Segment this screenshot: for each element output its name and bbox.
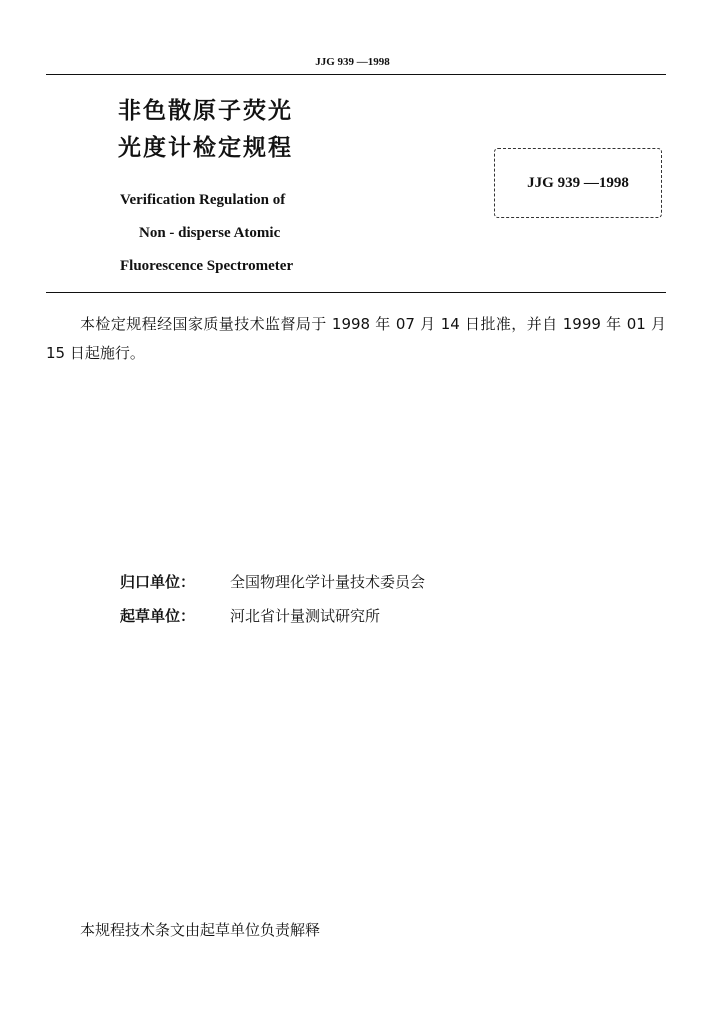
drafting-unit-label: 起草单位： (120, 607, 196, 625)
title-en-line3: Fluorescence Spectrometer (120, 258, 294, 274)
title-rule (46, 292, 666, 293)
header-rule (46, 74, 666, 75)
unit-row-drafting (120, 609, 380, 624)
title-en-line2: Non - disperse Atomic (139, 225, 281, 241)
unit-row-responsible (120, 575, 425, 590)
title-en-line1: Verification Regulation of (120, 192, 286, 208)
footer-note: 本规程技术条文由起草单位负责解释 (80, 921, 321, 939)
responsible-unit-value: 全国物理化学计量技术委员会 (230, 573, 426, 591)
approval-paragraph: 本检定规程经国家质量技术监督局于 1998 年 07 月 14 日批准，并自 1999 年 01 月 15 日起施行。 (46, 315, 666, 362)
title-cn-line1: 非色散原子荧光 (118, 98, 293, 124)
header-standard-code: JJG 939 —1998 (315, 56, 390, 68)
drafting-unit-value: 河北省计量测试研究所 (230, 607, 381, 625)
responsible-unit-label: 归口单位： (120, 573, 196, 591)
standard-code-box (494, 148, 662, 218)
title-cn-line2: 光度计检定规程 (118, 135, 293, 161)
standard-code-text: JJG 939 —1998 (527, 174, 629, 191)
